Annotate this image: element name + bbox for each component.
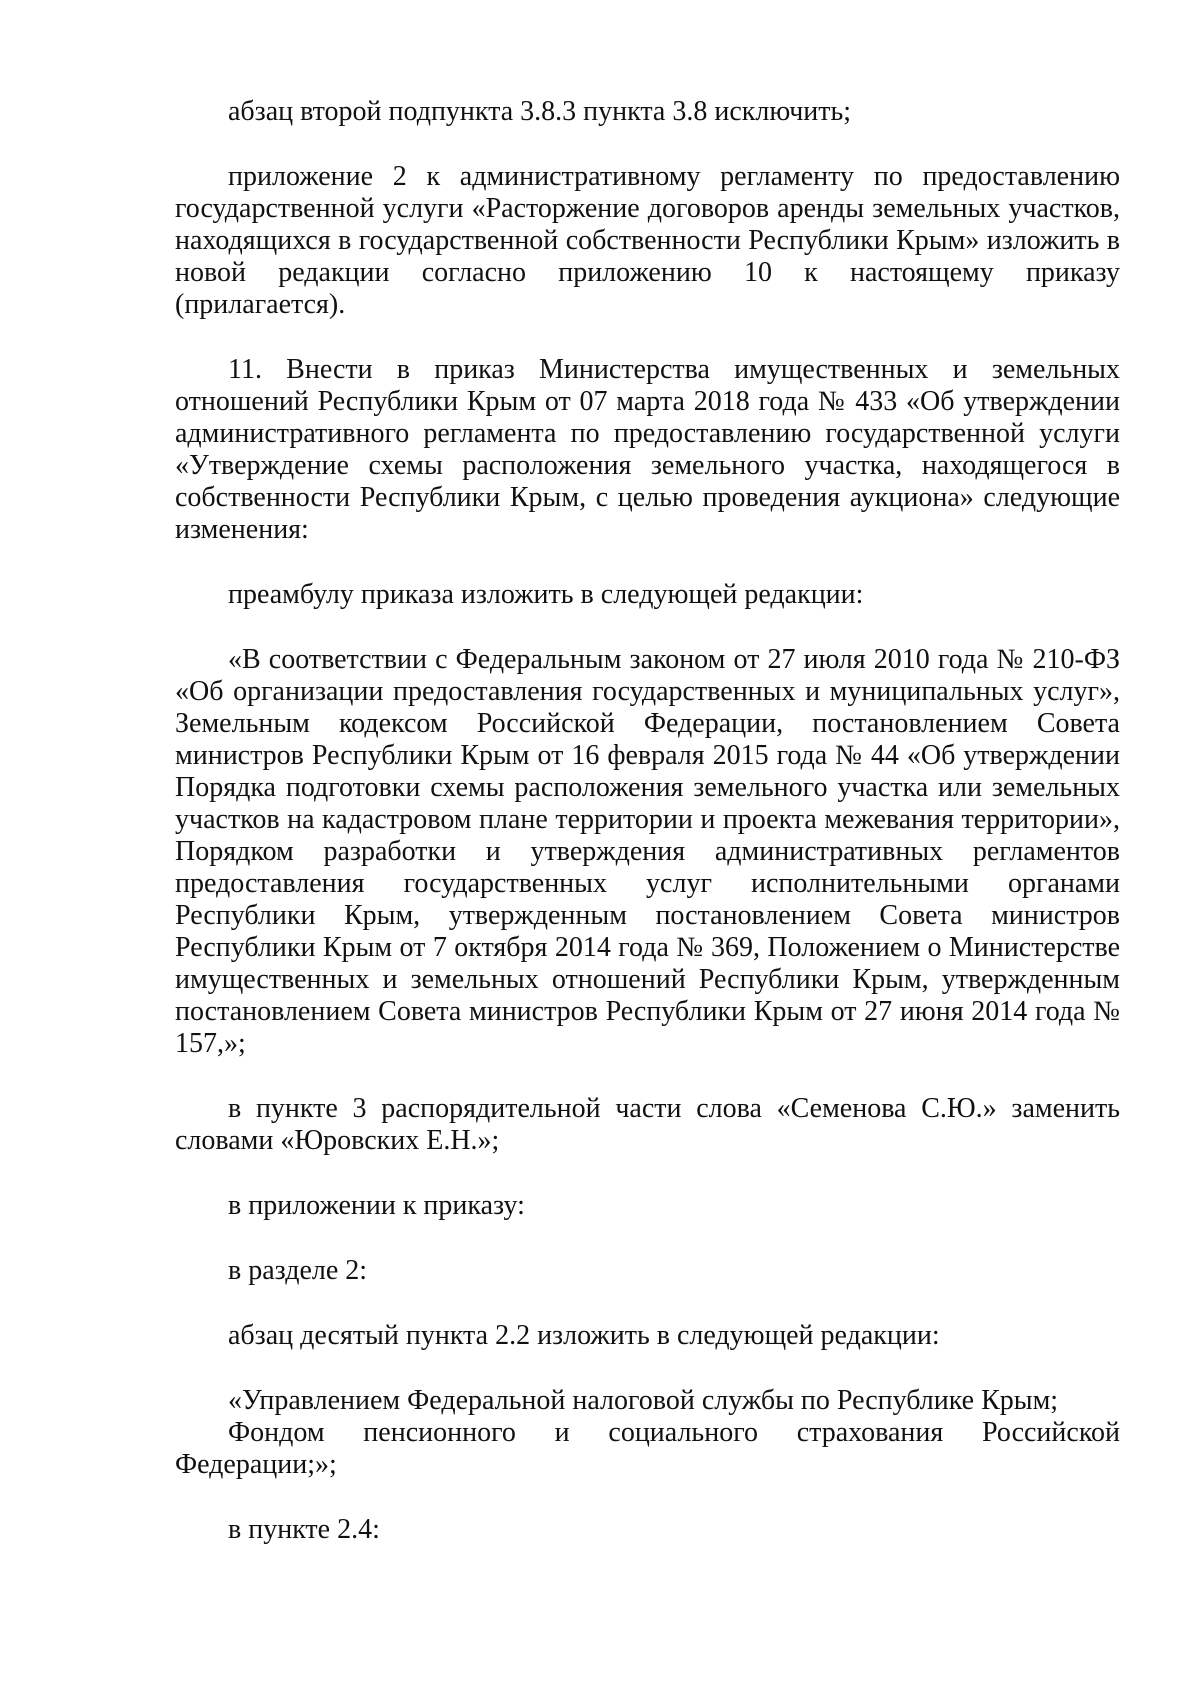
- paragraph-exclude-3-8-3: абзац второй подпункта 3.8.3 пункта 3.8 исключить;: [228, 96, 852, 127]
- paragraph-item-3-replacement: в пункте 3 распорядительной части слова «Семенова С.Ю.» заменить словами «Юровских Е.Н.»;: [175, 1093, 1120, 1156]
- paragraph-preamble-text: «В соответствии с Федеральным законом от 27 июля 2010 года № 210-ФЗ «Об организации предоставления государственных и муниципальных услуг», Земельным кодексом Российской Федерации, постановлением Совета министров Республики Крым от 16 февраля 2015 года № 44 «Об утверждении Порядка подготовки схемы расположения земельного участка или земельных участков на кадастровом плане территории и проекта межевания территории», Порядком разработки и утверждения административных регламентов предоставления государственных услуг исполнительными органами Республики Крым, утвержденным постановлением Совета министров Республики Крым от 7 октября 2014 года № 369, Положением о Министерстве имущественных и земельных отношений Республики Крым, утвержденным постановлением Совета министров Республики Крым от 27 июня 2014 года № 157,»;: [175, 644, 1120, 1059]
- paragraph-section-2: в разделе 2:: [228, 1255, 368, 1286]
- paragraph-item-11: 11. Внести в приказ Министерства имущественных и земельных отношений Республики Крым от 07 марта 2018 года № 433 «Об утверждении административного регламента по предоставлению государственной услуги «Утверждение схемы расположения земельного участка, находящегося в собственности Республики Крым, с целью проведения аукциона» следующие изменения:: [175, 354, 1120, 545]
- paragraph-fns-directorate: «Управлением Федеральной налоговой службы по Республике Крым;: [228, 1385, 1059, 1416]
- paragraph-appendix-2: приложение 2 к административному регламенту по предоставлению государственной услуги «Расторжение договоров аренды земельных участков, находящихся в государственной собственности Республики Крым» изложить в новой редакции согласно приложению 10 к настоящему приказу (прилагается).: [175, 161, 1120, 320]
- paragraph-pension-fund: Фондом пенсионного и социального страхования Российской Федерации;»;: [175, 1417, 1120, 1480]
- paragraph-item-2-4: в пункте 2.4:: [228, 1514, 380, 1545]
- paragraph-appendix-intro: в приложении к приказу:: [228, 1190, 525, 1221]
- document-page: [175, 96, 1120, 1579]
- paragraph-2-2-tenth: абзац десятый пункта 2.2 изложить в следующей редакции:: [228, 1320, 940, 1351]
- paragraph-preamble-intro: преамбулу приказа изложить в следующей редакции:: [228, 579, 864, 610]
